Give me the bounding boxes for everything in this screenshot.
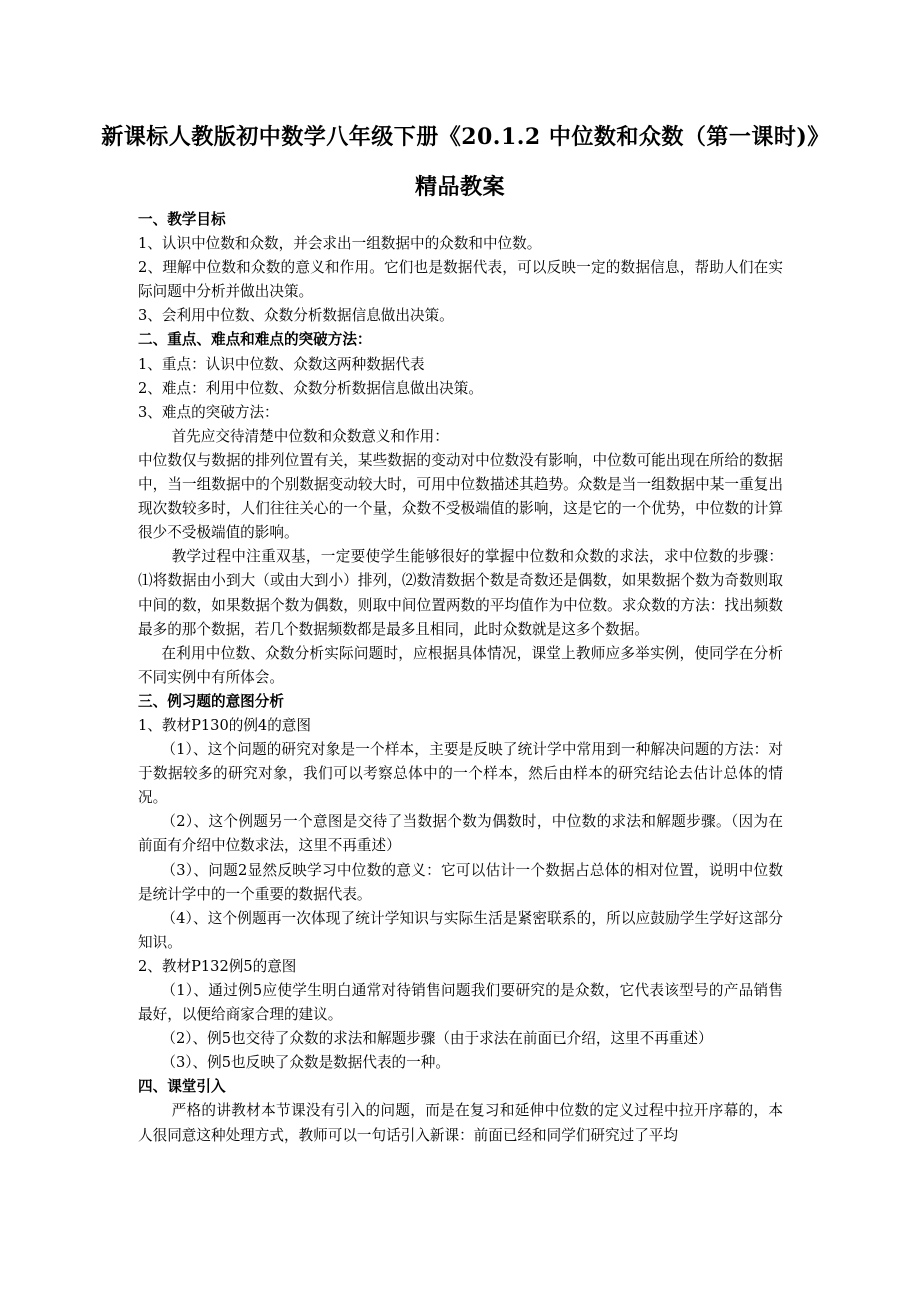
paragraph: （1）、这个问题的研究对象是一个样本，主要是反映了统计学中常用到一种解决问题的方法：对于数据较多的研究对象，我们可以考察总体中的一个样本，然后由样本的研究结论去估计总体的情况。 bbox=[138, 741, 783, 807]
section-heading: 一、教学目标 bbox=[138, 211, 226, 228]
paragraph: （2）、这个例题另一个意图是交待了当数据个数为偶数时，中位数的求法和解题步骤。（因为在前面有介绍中位数求法，这里不再重述） bbox=[138, 813, 783, 855]
paragraph: （3）、例5也反映了众数是数据代表的一种。 bbox=[161, 1054, 450, 1072]
paragraph: 严格的讲教材本节课没有引入的问题，而是在复习和延伸中位数的定义过程中拉开序幕的，本人很同意这种处理方式，教师可以一句话引入新课：前面已经和同学们研究过了平均 bbox=[138, 1102, 783, 1144]
paragraph: 教学过程中注重双基，一定要使学生能够很好的掌握中位数和众数的求法，求中位数的步骤：⑴将数据由小到大（或由大到小）排列，⑵数清数据个数是奇数还是偶数，如果数据个数为奇数则取中间的数，如果数据个数为偶数，则取中间位置两数的平均值作为中位数。求众数的方法：找出频数最多的那个数据，若几个数据频数都是最多且相同，此时众数就是这多个数据。 bbox=[138, 548, 783, 638]
paragraph: 首先应交待清楚中位数和众数意义和作用： bbox=[171, 427, 449, 445]
paragraph: 在利用中位数、众数分析实际问题时，应根据具体情况，课堂上教师应多举实例，使同学在分析不同实例中有所体会。 bbox=[138, 644, 783, 686]
paragraph: 3、会利用中位数、众数分析数据信息做出决策。 bbox=[138, 307, 454, 325]
paragraph: 1、重点：认识中位数、众数这两种数据代表 bbox=[138, 355, 425, 373]
document-title: 新课标人教版初中数学八年级下册《20.1.2 中位数和众数（第一课时)》精品教案 bbox=[101, 124, 819, 200]
paragraph: （1）、通过例5应使学生明白通常对待销售问题我们要研究的是众数，它代表该型号的产品销售最好，以便给商家合理的建议。 bbox=[138, 982, 783, 1024]
section-heading: 三、例习题的意图分析 bbox=[138, 692, 284, 710]
paragraph: 2、难点：利用中位数、众数分析数据信息做出决策。 bbox=[138, 379, 483, 397]
paragraph: 2、理解中位数和众数的意义和作用。它们也是数据代表，可以反映一定的数据信息，帮助人们在实际问题中分析并做出决策。 bbox=[138, 259, 783, 301]
document-body bbox=[138, 208, 783, 1148]
paragraph: 2、教材P132例5的意图 bbox=[138, 957, 297, 975]
paragraph: 1、认识中位数和众数，并会求出一组数据中的众数和中位数。 bbox=[138, 235, 542, 253]
paragraph: 1、教材P130的例4的意图 bbox=[138, 716, 311, 734]
section-heading: 二、重点、难点和难点的突破方法： bbox=[138, 331, 372, 349]
paragraph: （2）、例5也交待了众数的求法和解题步骤（由于求法在前面已介绍，这里不再重述） bbox=[161, 1030, 713, 1048]
paragraph: 3、难点的突破方法： bbox=[138, 403, 279, 421]
section-heading: 四、课堂引入 bbox=[138, 1078, 226, 1096]
paragraph: （3）、问题2显然反映学习中位数的意义：它可以估计一个数据占总体的相对位置，说明中位数是统计学中的一个重要的数据代表。 bbox=[138, 861, 783, 903]
paragraph: 中位数仅与数据的排列位置有关，某些数据的变动对中位数没有影响，中位数可能出现在所给的数据中，当一组数据中的个别数据变动较大时，可用中位数描述其趋势。众数是当一组数据中某一重复出现次数较多时，人们往往关心的一个量，众数不受极端值的影响，这是它的一个优势，中位数的计算很少不受极端值的影响。 bbox=[138, 451, 783, 542]
paragraph: （4）、这个例题再一次体现了统计学知识与实际生活是紧密联系的，所以应鼓励学生学好这部分知识。 bbox=[138, 909, 783, 951]
